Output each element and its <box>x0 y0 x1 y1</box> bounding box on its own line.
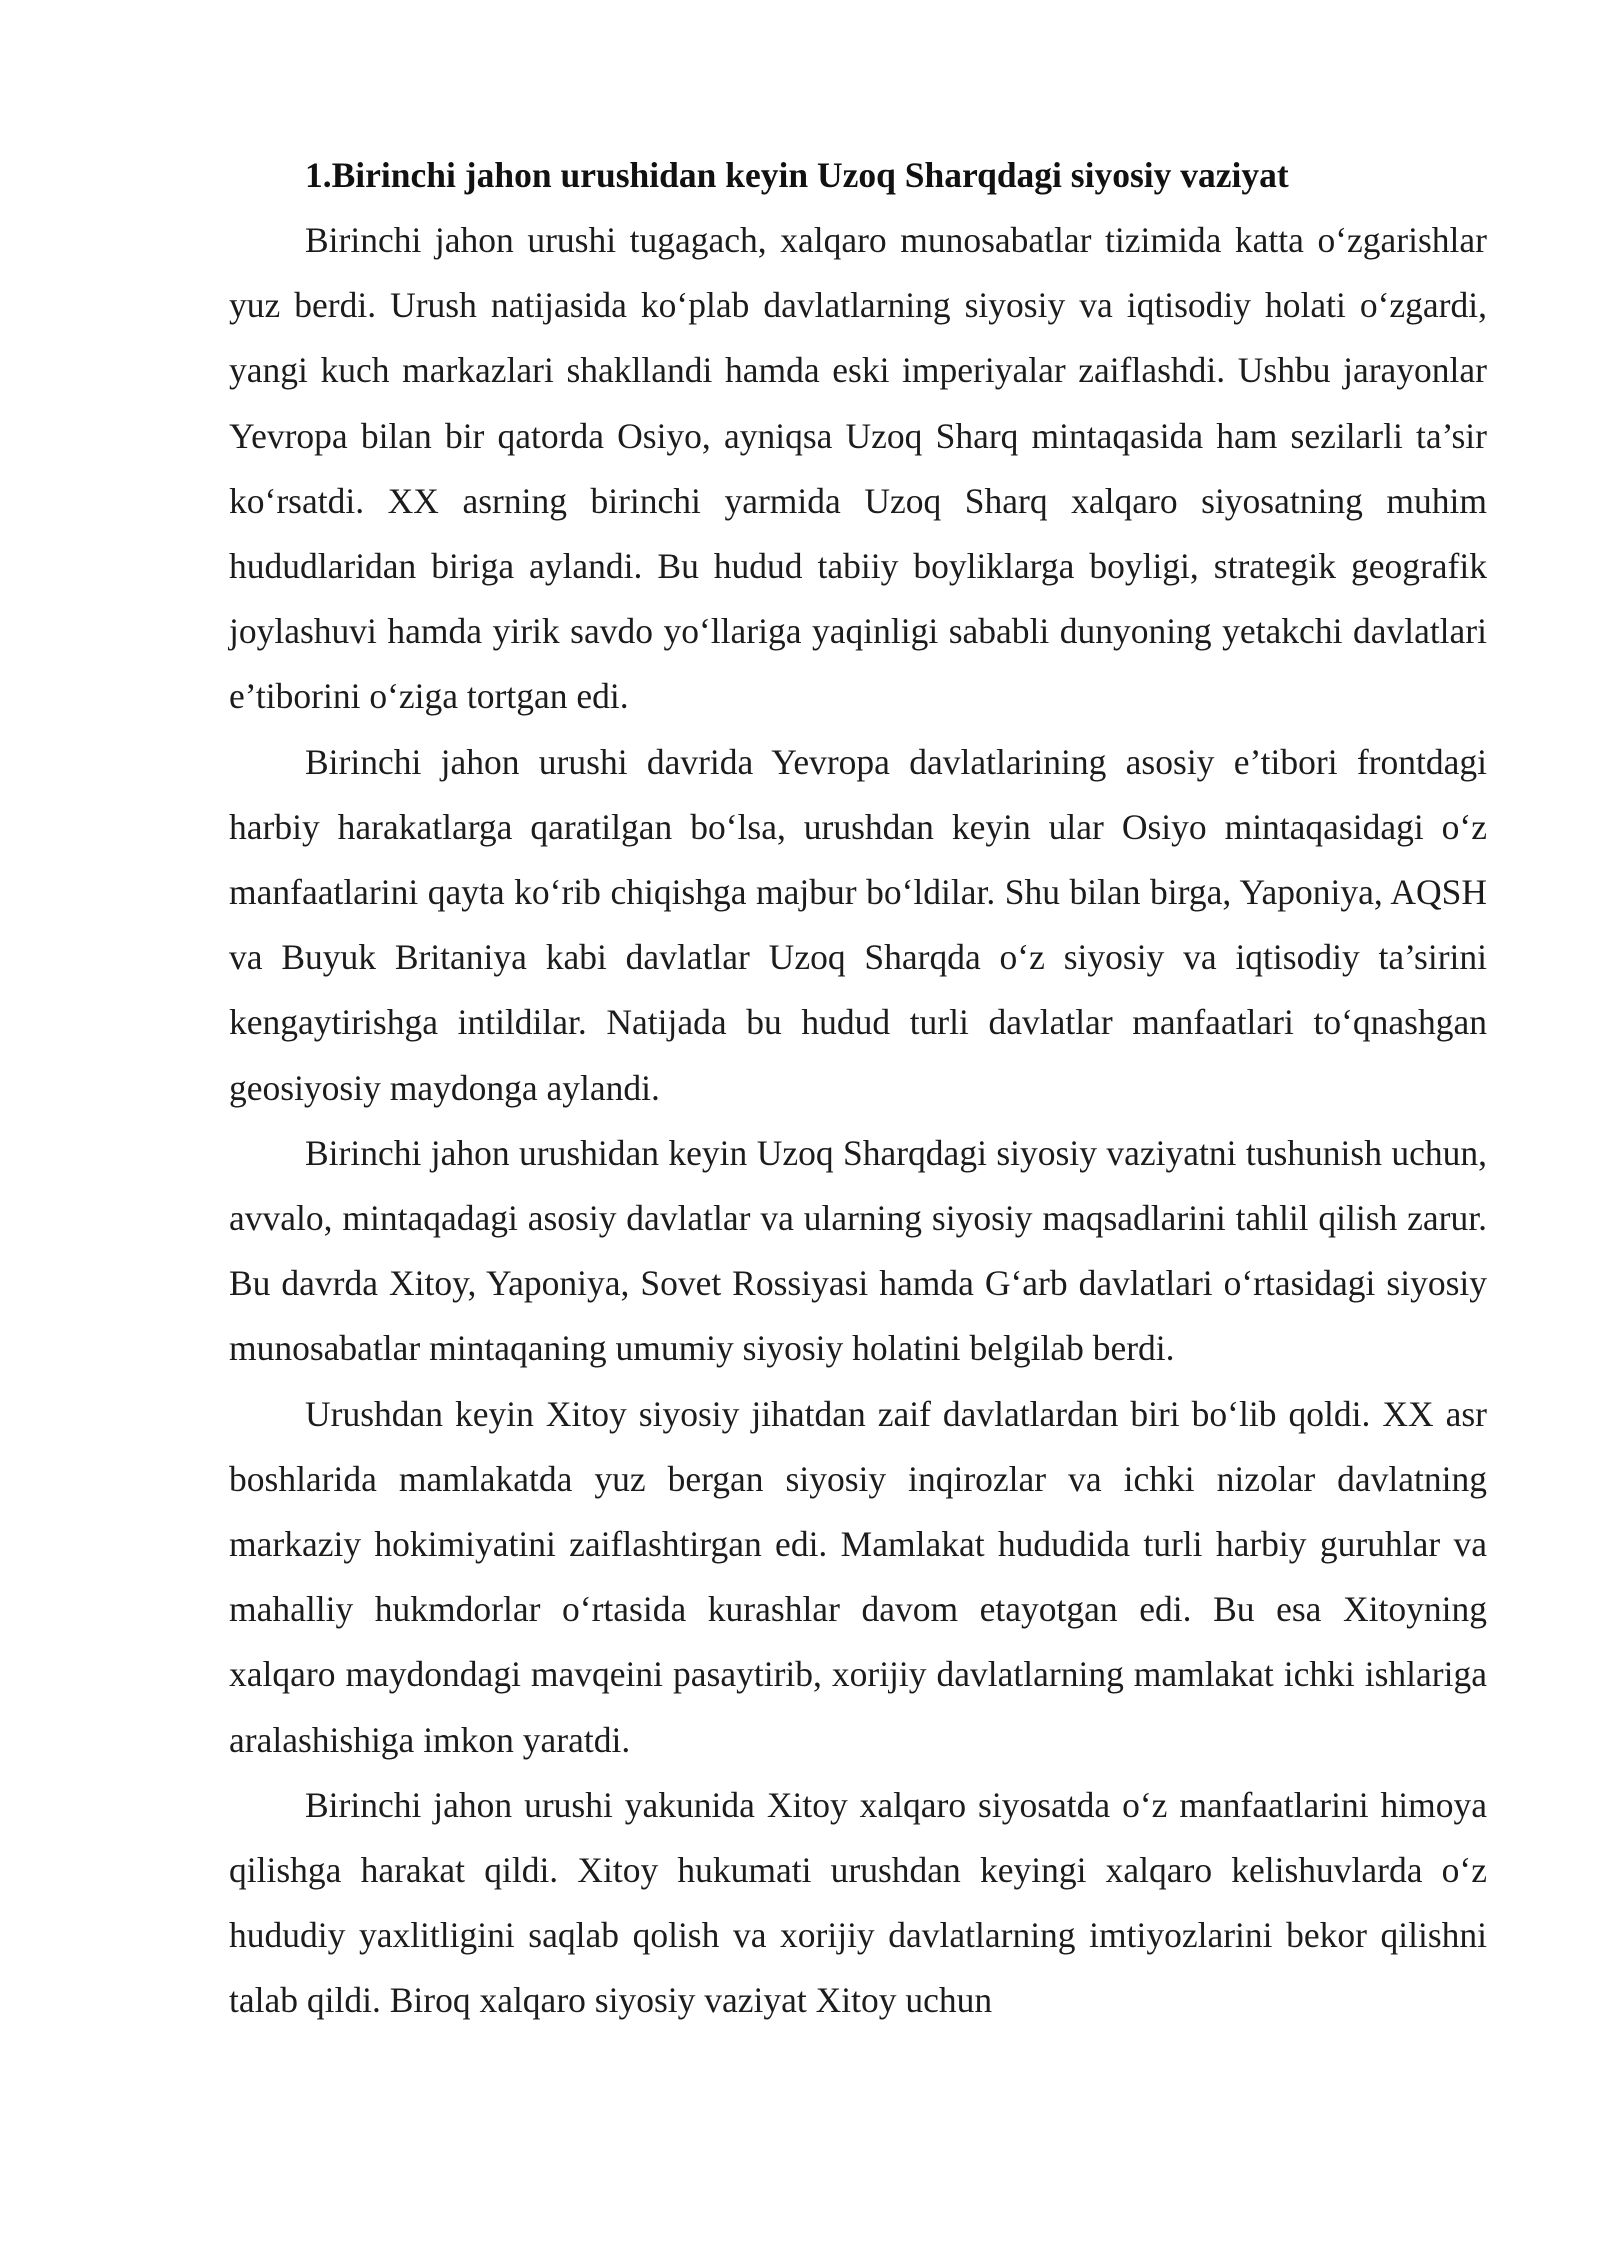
paragraph-2: Birinchi jahon urushi davrida Yevropa davlatlarining asosiy e’tibori frontdagi harbiy harakatlarga qaratilgan bo‘lsa, urushdan keyin ular Osiyo mintaqasidagi o‘z manfaatlarini qayta ko‘rib chiqishga majbur bo‘ldilar. Shu bilan birga, Yaponiya, AQSH va Buyuk Britaniya kabi davlatlar Uzoq Sharqda o‘z siyosiy va iqtisodiy ta’sirini kengaytirishga intildilar. Natijada bu hudud turli davlatlar manfaatlari to‘qnashgan geosiyosiy maydonga aylandi. <box>229 741 1487 1108</box>
paragraph-3: Birinchi jahon urushidan keyin Uzoq Sharqdagi siyosiy vaziyatni tushunish uchun, avvalo, mintaqadagi asosiy davlatlar va ularning siyosiy maqsadlarini tahlil qilish zarur. Bu davrda Xitoy, Yaponiya, Sovet Rossiyasi hamda G‘arb davlatlari o‘rtasidagi siyosiy munosabatlar mintaqaning umumiy siyosiy holatini belgilab berdi. <box>229 1132 1487 1369</box>
section-heading: 1.Birinchi jahon urushidan keyin Uzoq Sharqdagi siyosiy vaziyat <box>305 155 1289 195</box>
document-body <box>229 150 1487 2034</box>
paragraph-5: Birinchi jahon urushi yakunida Xitoy xalqaro siyosatda o‘z manfaatlarini himoya qilishga harakat qildi. Xitoy hukumati urushdan keyingi xalqaro kelishuvlarda o‘z hududiy yaxlitligini saqlab qolish va xorijiy davlatlarning imtiyozlarini bekor qilishni talab qildi. Biroq xalqaro siyosiy vaziyat Xitoy uchun <box>229 1784 1487 2021</box>
paragraph-4: Urushdan keyin Xitoy siyosiy jihatdan zaif davlatlardan biri bo‘lib qoldi. XX asr boshlarida mamlakatda yuz bergan siyosiy inqirozlar va ichki nizolar davlatning markaziy hokimiyatini zaiflashtirgan edi. Mamlakat hududida turli harbiy guruhlar va mahalliy hukmdorlar o‘rtasida kurashlar davom etayotgan edi. Bu esa Xitoyning xalqaro maydondagi mavqeini pasaytirib, xorijiy davlatlarning mamlakat ichki ishlariga aralashishiga imkon yaratdi. <box>229 1393 1487 1760</box>
paragraph-1: Birinchi jahon urushi tugagach, xalqaro munosabatlar tizimida katta o‘zgarishlar yuz berdi. Urush natijasida ko‘plab davlatlarning siyosiy va iqtisodiy holati o‘zgardi, yangi kuch markazlari shakllandi hamda eski imperiyalar zaiflashdi. Ushbu jarayonlar Yevropa bilan bir qatorda Osiyo, ayniqsa Uzoq Sharq mintaqasida ham sezilarli ta’sir ko‘rsatdi. XX asrning birinchi yarmida Uzoq Sharq xalqaro siyosatning muhim hududlaridan biriga aylandi. Bu hudud tabiiy boyliklarga boyligi, strategik geografik joylashuvi hamda yirik savdo yo‘llariga yaqinligi sababli dunyoning yetakchi davlatlari e’tiborini o‘ziga tortgan edi. <box>229 220 1487 717</box>
